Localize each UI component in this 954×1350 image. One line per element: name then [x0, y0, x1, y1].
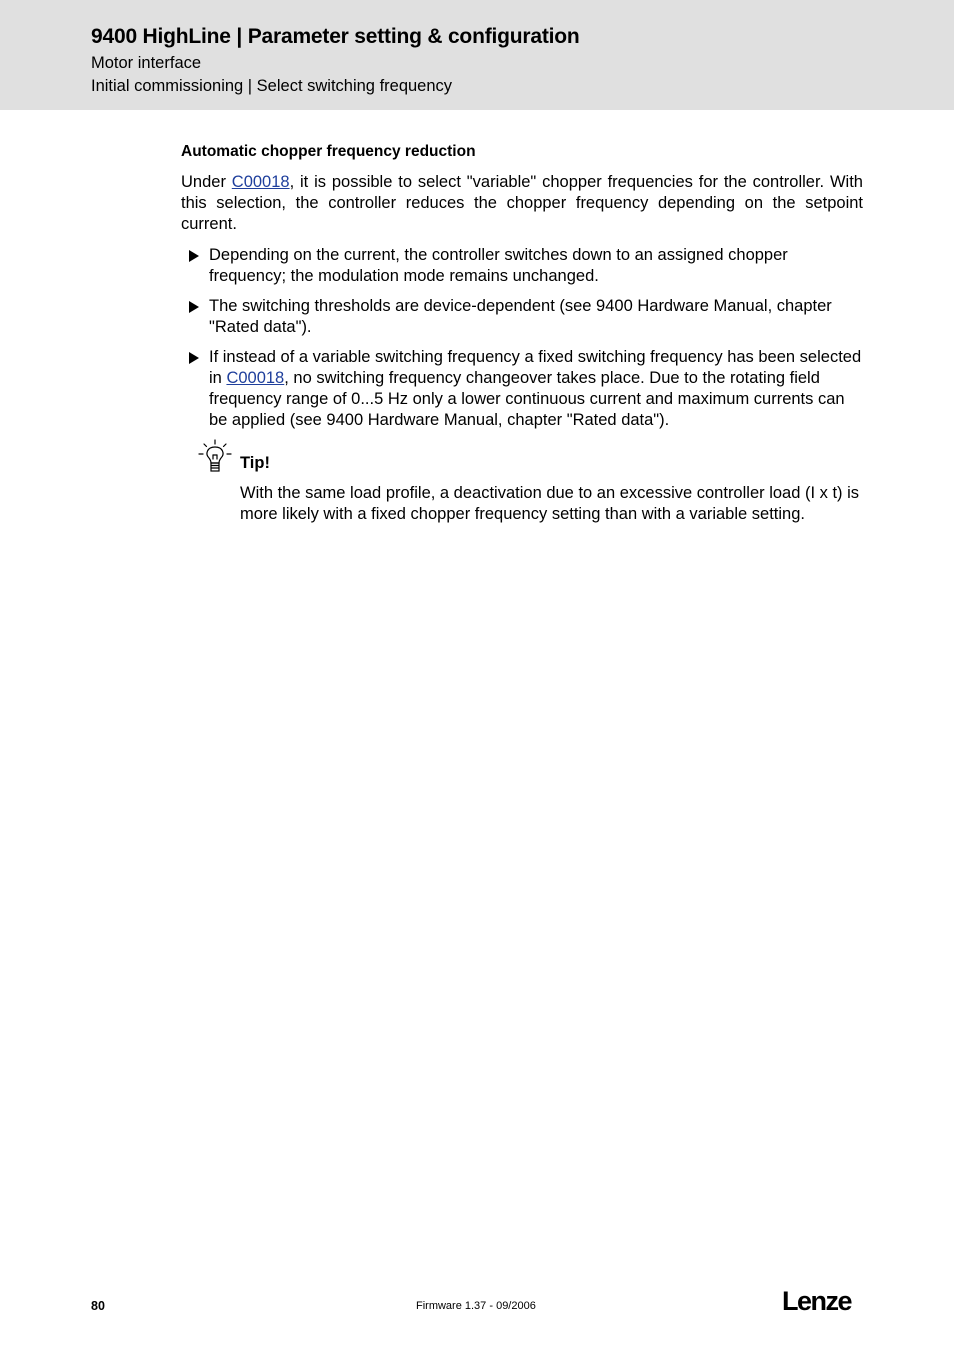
document-title: 9400 HighLine | Parameter setting & configuration: [91, 25, 580, 48]
bullet-text: The switching thresholds are device-dependent (see 9400 Hardware Manual, chapter "Rated data").: [209, 297, 832, 336]
lenze-logo: [782, 1287, 862, 1315]
logo-wordmark: Lenze: [782, 1287, 852, 1315]
tip-text: With the same load profile, a deactivation due to an excessive controller load (I x t) is more likely with a fixed chopper frequency setting than with a variable setting.: [240, 484, 860, 523]
page-number: 80: [91, 1299, 105, 1313]
intro-text-before: Under: [181, 173, 232, 191]
arrow-bullet-icon: [189, 301, 199, 313]
tip-label: Tip!: [240, 454, 270, 472]
lightbulb-icon: [197, 439, 233, 475]
bullet-text-after: , no switching frequency changeover takes place. Due to the rotating field frequency range of 0...5 Hz only a lower continuous current and maximum currents can be applied (see 9400 Hardware Manual, chapter "Rated data").: [209, 369, 845, 429]
bullet-list: [181, 245, 863, 431]
tip-box: [181, 453, 863, 525]
list-item: [181, 245, 863, 287]
section-subtitle: Initial commissioning | Select switching frequency: [91, 77, 453, 95]
page-header: [0, 0, 954, 110]
intro-paragraph: [181, 172, 863, 235]
parameter-link-c00018[interactable]: C00018: [226, 369, 285, 387]
arrow-bullet-icon: [189, 352, 199, 364]
arrow-bullet-icon: [189, 250, 199, 262]
list-item: [181, 296, 863, 338]
main-content: [181, 141, 863, 525]
bullet-text: Depending on the current, the controller switches down to an assigned chopper frequency; the modulation mode remains unchanged.: [209, 246, 788, 285]
intro-text-after: , it is possible to select "variable" chopper frequencies for the controller. With this selection, the controller reduces the chopper frequency depending on the setpoint current.: [181, 173, 863, 233]
parameter-link-c00018[interactable]: C00018: [231, 173, 290, 191]
bullet-text-before: If instead of a variable switching frequency a fixed switching frequency has been selected in: [209, 348, 862, 387]
firmware-version: Firmware 1.37 - 09/2006: [416, 1300, 536, 1312]
section-heading: Automatic chopper frequency reduction: [181, 143, 476, 160]
chapter-subtitle: Motor interface: [91, 54, 202, 72]
list-item: [181, 347, 863, 431]
